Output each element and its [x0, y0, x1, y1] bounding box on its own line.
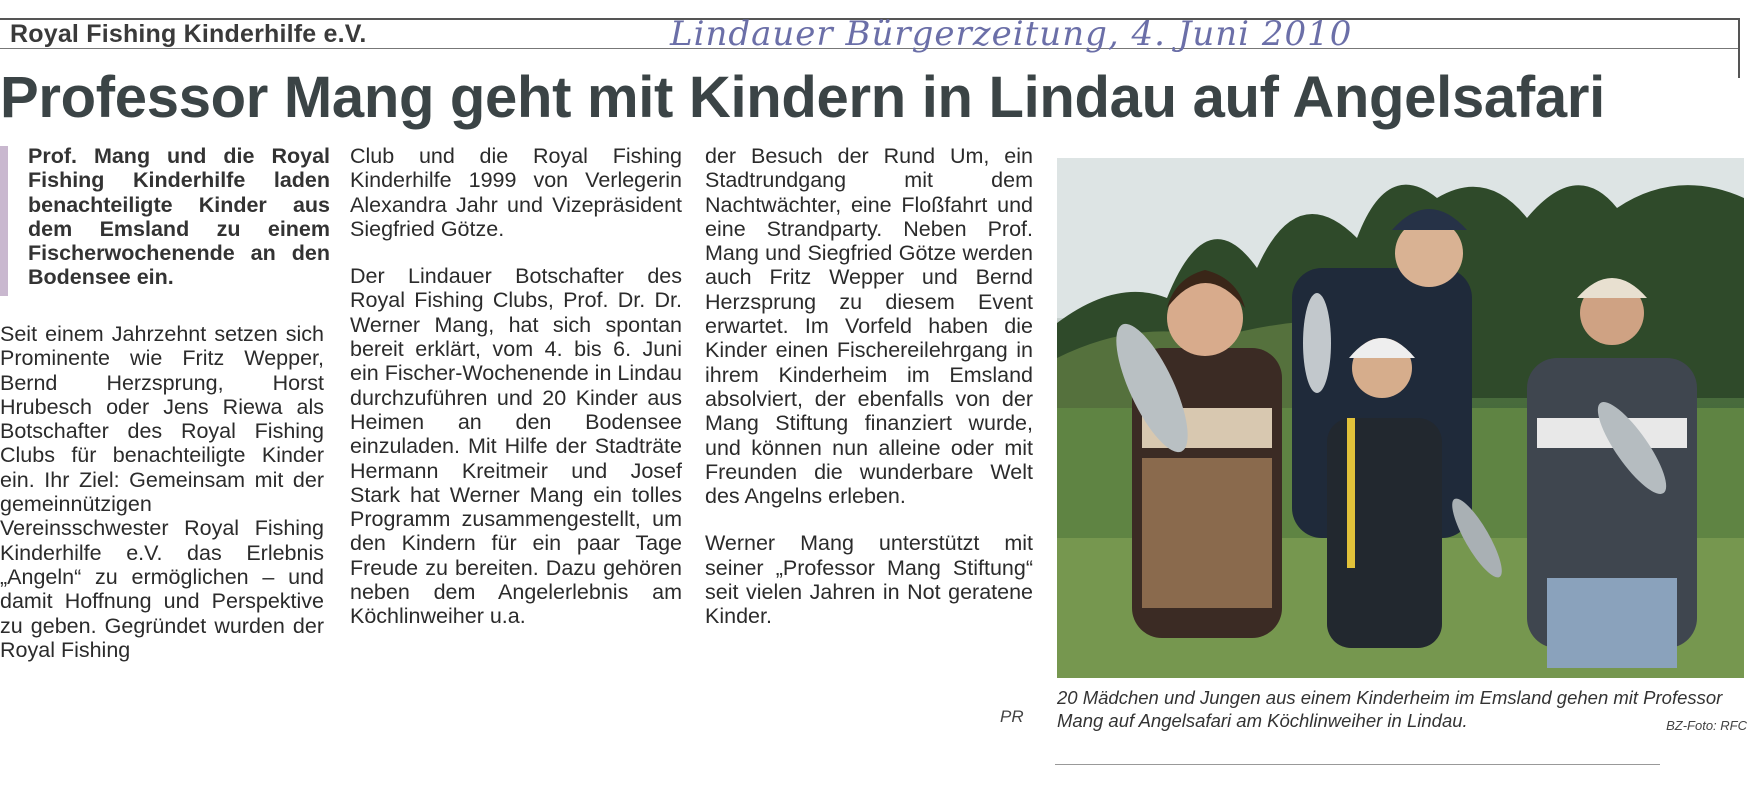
article-body-column-1 [0, 322, 324, 662]
author-mark: PR [1000, 707, 1024, 726]
paragraph: der Besuch der Rund Um, ein Stadtrundgang mit dem Nachtwächter, eine Floßfahrt und eine Strandparty. Neben Prof. Mang und Siegfried Götze werden auch Fritz Wepper und Bernd Herzsprung zu diesem Event erwartet. Im Vorfeld haben die Kinder einen Fischereilehrgang in ihrem Kinderheim im Emsland absolviert, der ebenfalls von der Mang Stiftung finanziert wurde, und können nun alleine oder mit Freunden die wunderbare Welt des Angelns erleben. [705, 144, 1033, 509]
article-body-column-2 [350, 144, 682, 629]
photo-caption [1057, 686, 1747, 737]
article-photo [1057, 158, 1744, 678]
footer-rule [1055, 764, 1660, 765]
paragraph: Werner Mang unterstützt mit seiner „Professor Mang Stiftung“ seit vielen Jahren in Not geratene Kinder. [705, 531, 1033, 629]
paragraph: Seit einem Jahrzehnt setzen sich Prominente wie Fritz Wepper, Bernd Herzsprung, Horst Hrubesch oder Jens Riewa als Botschafter des Royal Fishing Clubs für benachteiligte Kinder ein. Ihr Ziel: Gemeinsam mit der gemeinnützigen Vereinsschwester Royal Fishing Kinderhilfe e.V. das Erlebnis „Angeln“ zu ermöglichen – und damit Hoffnung und Perspektive zu geben. Gegründet wurden der Royal Fishing [0, 322, 324, 662]
photo-illustration [1057, 158, 1744, 678]
photo-credit: BZ-Foto: RFC [1666, 718, 1747, 733]
handwritten-source-note: Lindauer Bürgerzeitung, 4. Juni 2010 [670, 14, 1353, 54]
paragraph: Club und die Royal Fishing Kinderhilfe 1999 von Verlegerin Alexandra Jahr und Vizepräsident Siegfried Götze. [350, 144, 682, 241]
organization-name: Royal Fishing Kinderhilfe e.V. [10, 20, 367, 48]
article-body-column-3 [705, 144, 1033, 629]
article-headline: Professor Mang geht mit Kindern in Lindau auf Angelsafari [0, 65, 1605, 130]
paragraph: Der Lindauer Botschafter des Royal Fishing Clubs, Prof. Dr. Dr. Werner Mang, hat sich spontan bereit erklärt, vom 4. bis 6. Juni ein Fischer-Wochenende in Lindau durchzuführen und 20 Kinder aus Heimen an den Bodensee einzuladen. Mit Hilfe der Stadträte Hermann Kreitmeir und Josef Stark hat Werner Mang ein tolles Programm zusammengestellt, um den Kindern für ein paar Tage Freude zu bereiten. Dazu gehören neben dem Angelerlebnis am Köchlinweiher u.a. [350, 264, 682, 629]
lead-accent-bar [0, 146, 8, 296]
caption-text: 20 Mädchen und Jungen aus einem Kinderheim im Emsland gehen mit Professor Mang auf Angelsafari am Köchlinweiher in Lindau. [1057, 687, 1723, 731]
header-rule-right [1738, 18, 1740, 78]
article-lead: Prof. Mang und die Royal Fishing Kinderhilfe laden benachteiligte Kinder aus dem Emsland zu einem Fischerwochenende an den Bodensee ein. [28, 144, 330, 290]
